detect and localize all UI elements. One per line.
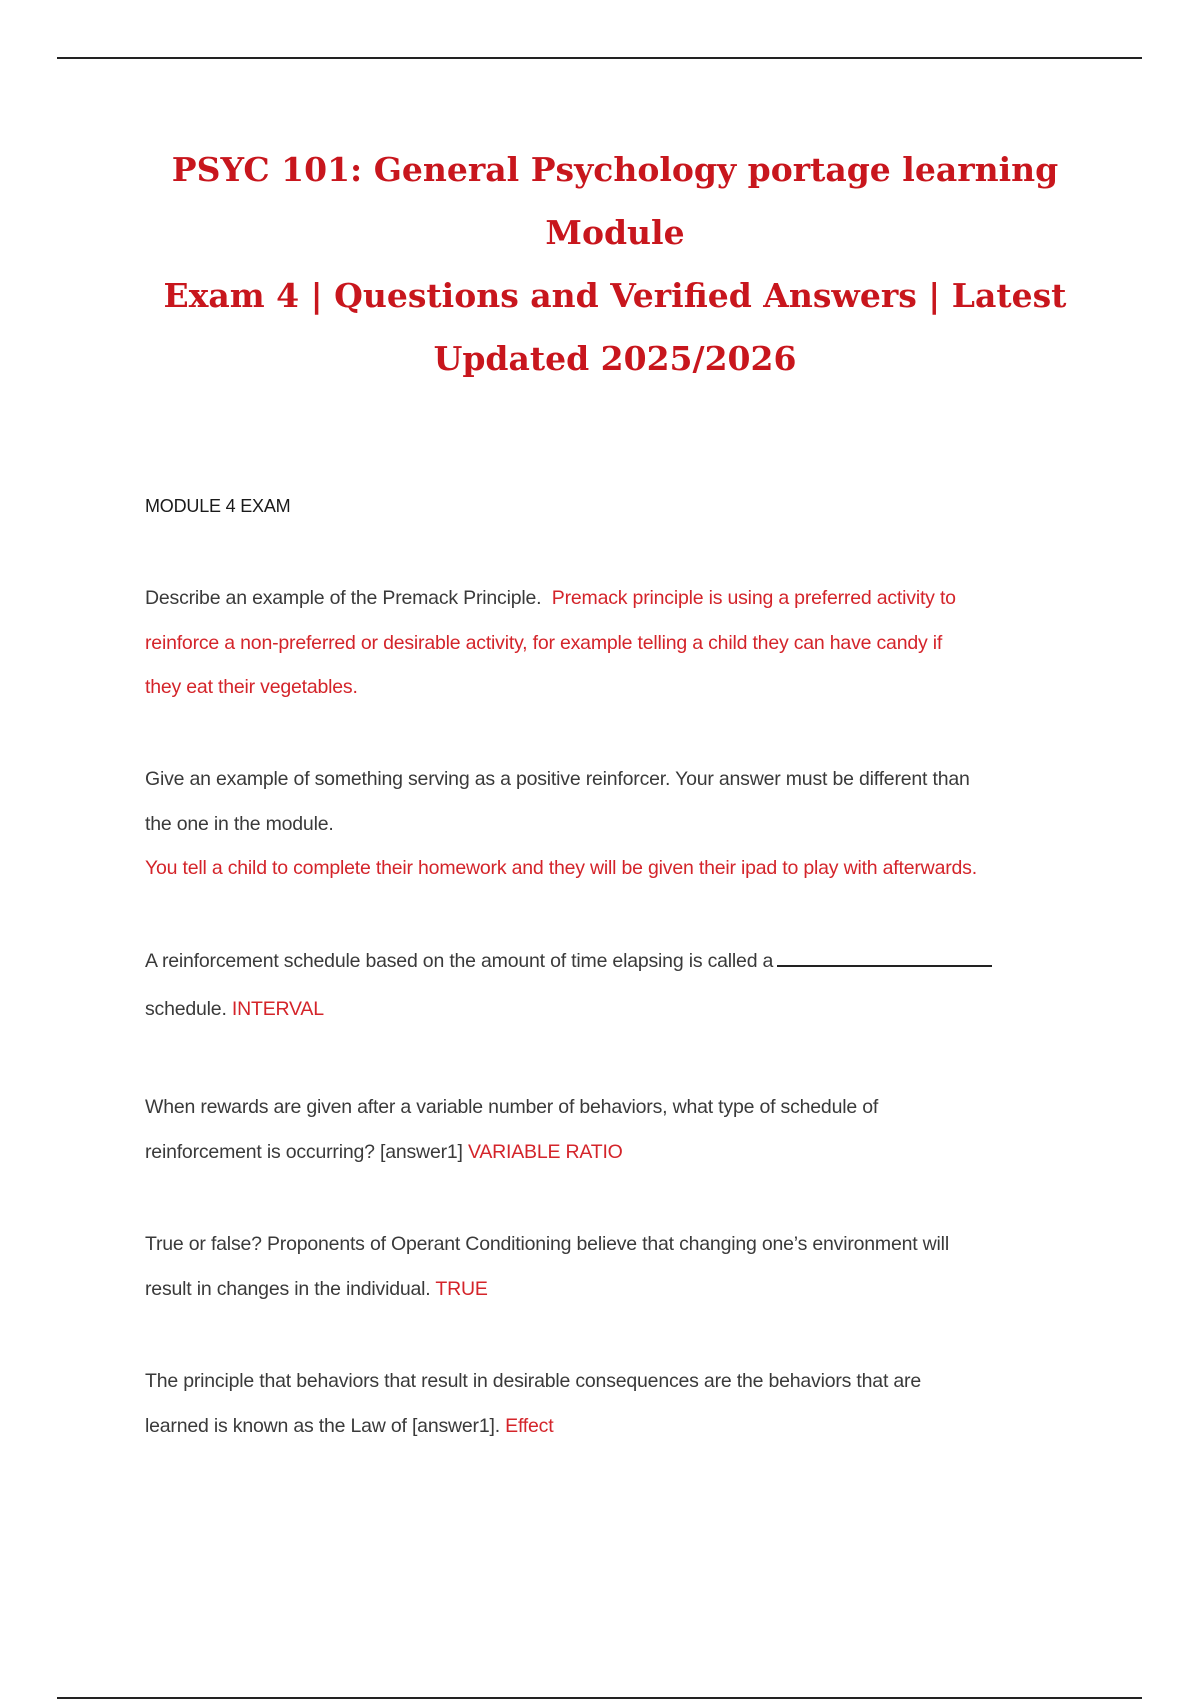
question-block-3 [145, 939, 1085, 1031]
q5-question-line-2: result in changes in the individual. [145, 1277, 431, 1300]
question-block-1 [145, 576, 1085, 710]
q4-line-2 [145, 1130, 1085, 1175]
q3-question-line-1: A reinforcement schedule based on the amount of time elapsing is called a [145, 950, 774, 972]
q4-answer: VARIABLE RATIO [467, 1140, 623, 1163]
question-block-4 [145, 1085, 1085, 1174]
section-label: MODULE 4 EXAM [145, 496, 291, 516]
title-line-1: PSYC 101: General Psychology portage learning Module [171, 150, 1059, 252]
title-line-2: Exam 4 | Questions and Verified Answers | Latest [163, 276, 1067, 315]
q6-answer: Effect [505, 1414, 554, 1437]
q5-question-line-1: True or false? Proponents of Operant Conditioning believe that changing one’s environment will [145, 1233, 949, 1255]
q1-question: Describe an example of the Premack Principle. [145, 587, 542, 609]
q1-answer-part-3: they eat their vegetables. [145, 676, 358, 698]
q3-line-1 [145, 939, 1085, 984]
document-title [120, 138, 1110, 390]
title-line-3: Updated 2025/2026 [433, 339, 797, 378]
q3-question-line-2: schedule. [145, 997, 227, 1020]
q2-question-line-1: Give an example of something serving as a positive reinforcer. Your answer must be different than [145, 768, 970, 790]
top-rule [57, 57, 1142, 59]
q2-answer: You tell a child to complete their homework and they will be given their ipad to play with afterwards. [145, 857, 977, 879]
q3-answer: INTERVAL [231, 997, 324, 1020]
q6-question-line-1: The principle that behaviors that result in desirable consequences are the behaviors that are [145, 1370, 921, 1392]
q4-question-line-1: When rewards are given after a variable number of behaviors, what type of schedule of [145, 1096, 879, 1118]
q3-line-2 [145, 987, 1085, 1032]
question-block-2 [145, 757, 1085, 891]
fill-in-blank-line [777, 947, 992, 967]
q6-question-line-2: learned is known as the Law of [answer1]. [145, 1414, 500, 1437]
q2-question-line-2: the one in the module. [145, 812, 334, 835]
bottom-rule [57, 1697, 1142, 1699]
q5-answer: TRUE [435, 1277, 488, 1300]
q1-line-1 [145, 576, 1085, 621]
q5-line-2 [145, 1267, 1085, 1312]
q1-answer-part-2: reinforce a non-preferred or desirable activity, for example telling a child they can have candy if [145, 631, 943, 654]
q4-question-line-2: reinforcement is occurring? [answer1] [145, 1140, 463, 1163]
q1-answer-part-1: Premack principle is using a preferred activity to [551, 587, 956, 609]
question-block-6 [145, 1359, 1085, 1448]
question-block-5 [145, 1222, 1085, 1311]
q6-line-2 [145, 1404, 1085, 1449]
